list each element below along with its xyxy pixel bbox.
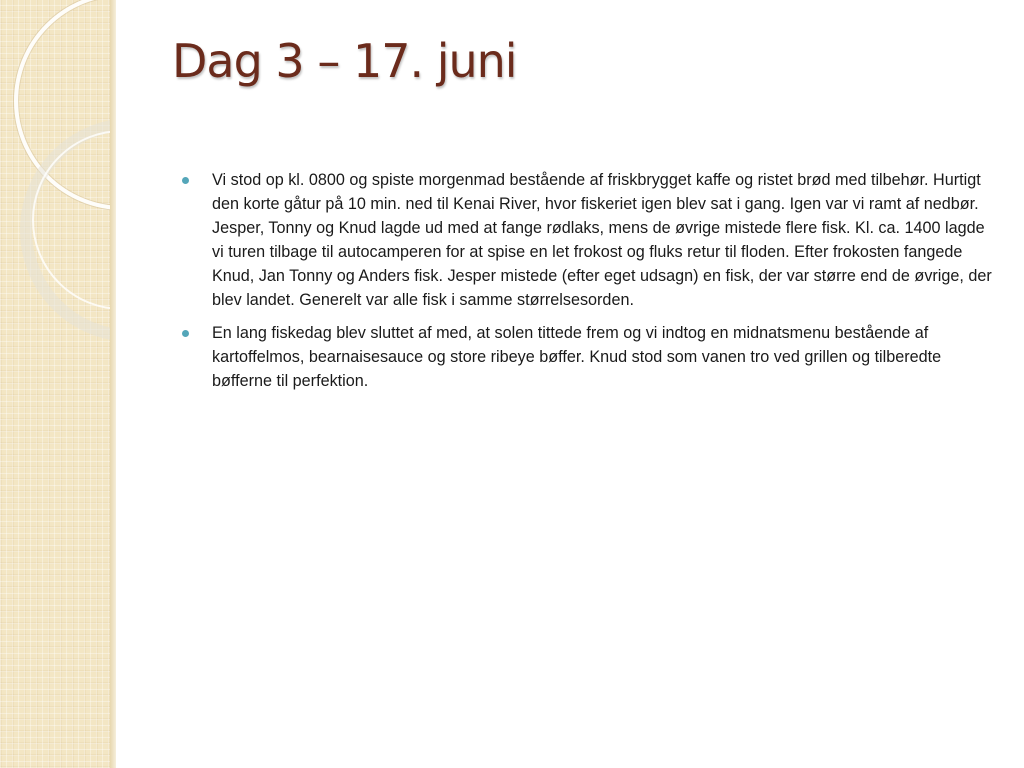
bullet-text: Vi stod op kl. 0800 og spiste morgenmad bestående af friskbrygget kaffe og ristet brød med tilbehør. Hurtigt den korte gåtur på 10 min. ned til Kenai River, hvor fiskeriet igen blev sat i gang. Igen var vi ramt af nedbør. Jesper, Tonny og Knud lagde ud med at fange rødlaks, mens de øvrige mistede flere fisk. Kl. ca. 1400 lagde vi turen tilbage til autocamperen for at spise en let frokost og fluks retur til floden. Efter frokosten fangede Knud, Jan Tonny og Anders fisk. Jesper mistede (efter eget udsagn) en fisk, der var større end de øvrige, der blev landet. Generelt var alle fisk i samme størrelsesorden. xyxy=(212,171,992,309)
bullet-item xyxy=(182,168,994,312)
bullet-dot-icon xyxy=(182,330,189,337)
sidebar-edge xyxy=(110,0,116,768)
bullet-dot-icon xyxy=(182,177,189,184)
bullet-list xyxy=(182,168,994,402)
bullet-text: En lang fiskedag blev sluttet af med, at solen tittede frem og vi indtog en midnatsmenu bestående af kartoffelmos, bearnaisesauce og store ribeye bøffer. Knud stod som vanen tro ved grillen og tilberedte bøfferne til perfektion. xyxy=(212,324,942,390)
decorative-sidebar xyxy=(0,0,110,768)
bullet-item xyxy=(182,321,994,393)
slide-title: Dag 3 – 17. juni xyxy=(172,34,517,88)
